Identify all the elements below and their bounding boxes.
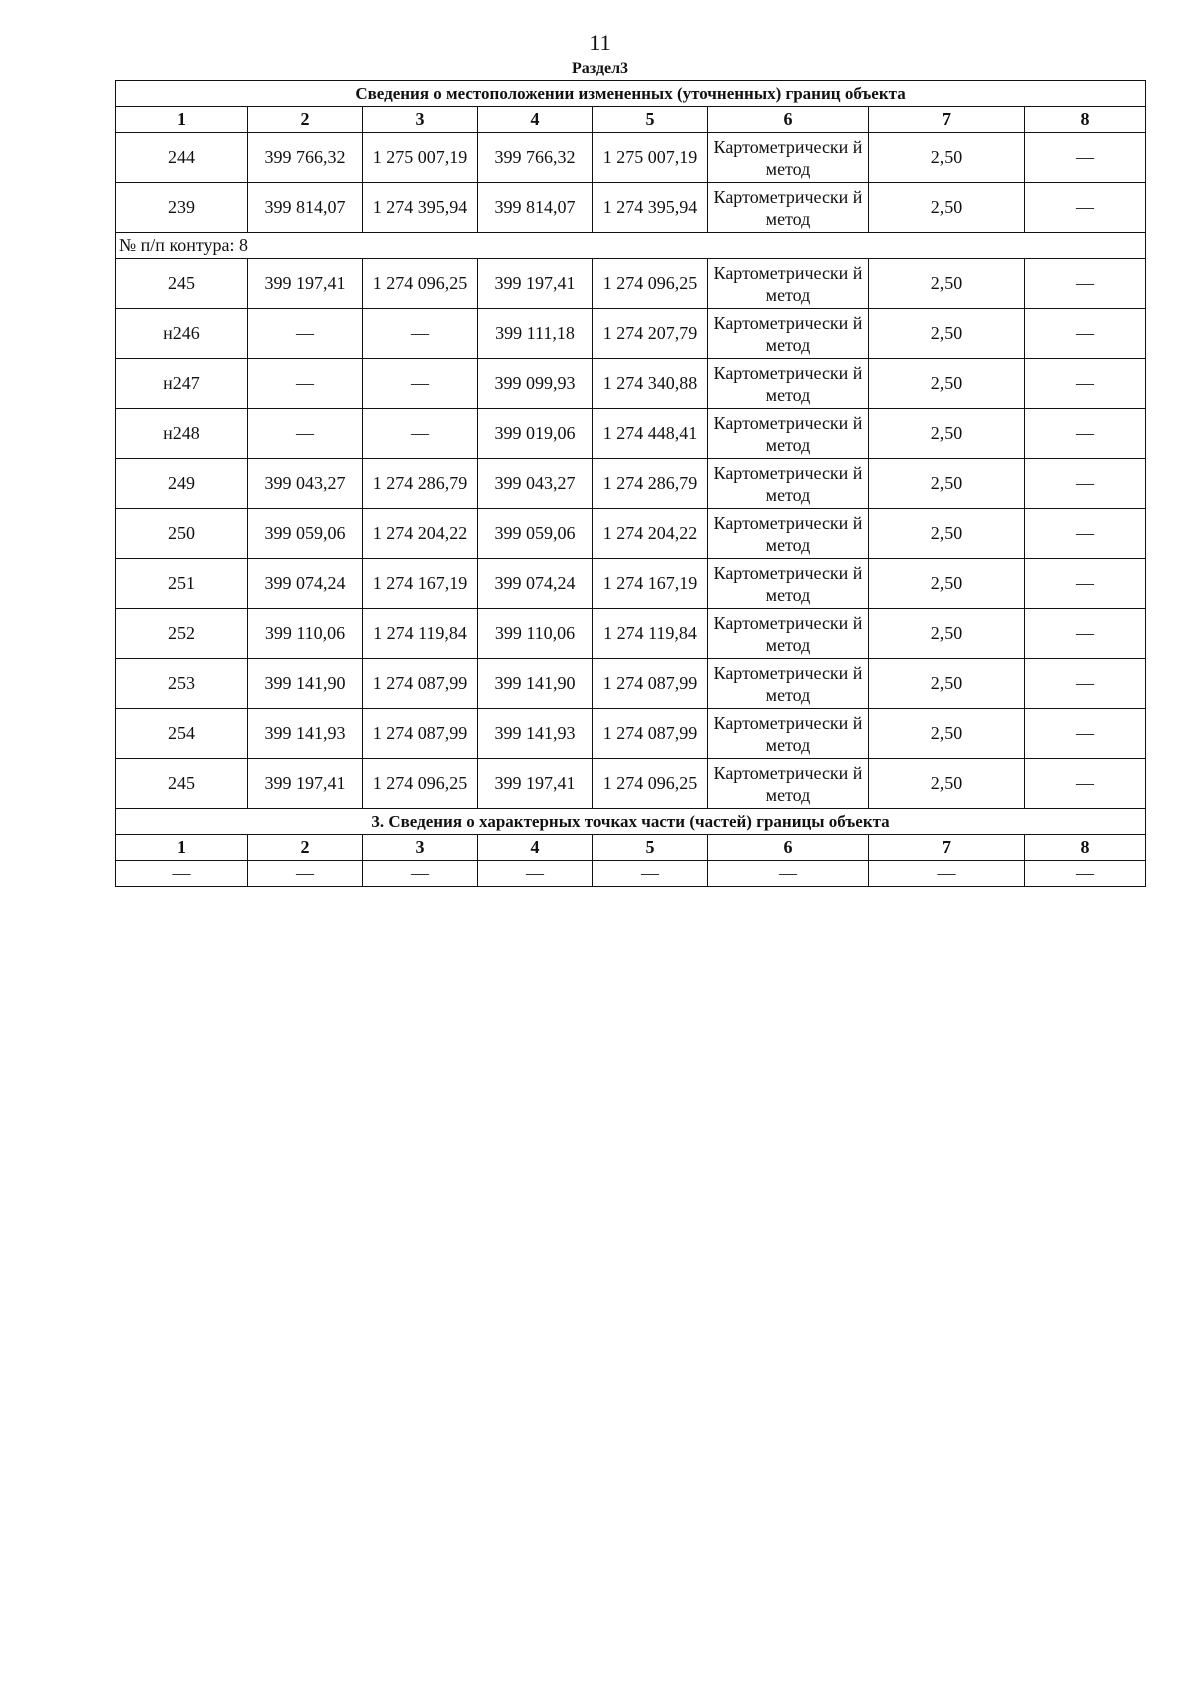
table-cell: 1 274 096,25 (593, 259, 708, 309)
table-cell: 245 (116, 759, 248, 809)
table-cell: 399 110,06 (478, 609, 593, 659)
table-row (116, 861, 1146, 887)
table-cell: — (1025, 559, 1146, 609)
table-cell: — (869, 861, 1025, 887)
page-number: 11 (589, 30, 611, 55)
table-cell: 2,50 (869, 183, 1025, 233)
table-row (116, 359, 1146, 409)
table-cell: — (363, 861, 478, 887)
column-number-row (116, 835, 1146, 861)
table-cell: 399 043,27 (478, 459, 593, 509)
table-cell: 250 (116, 509, 248, 559)
table-row (116, 559, 1146, 609)
table-cell: Картометрически й метод (708, 709, 869, 759)
table-cell: — (1025, 609, 1146, 659)
section-3-title (116, 809, 1146, 835)
table-cell: Картометрически й метод (708, 759, 869, 809)
table-cell: 399 019,06 (478, 409, 593, 459)
table-cell: 1 274 395,94 (593, 183, 708, 233)
table-row (116, 709, 1146, 759)
column-number: 6 (708, 835, 869, 861)
table-cell: 2,50 (869, 259, 1025, 309)
table-cell: 252 (116, 609, 248, 659)
table-cell: 1 274 286,79 (363, 459, 478, 509)
table-cell: — (363, 359, 478, 409)
table-row (116, 609, 1146, 659)
table-cell: 1 274 087,99 (593, 659, 708, 709)
table-cell: 254 (116, 709, 248, 759)
table-cell: Картометрически й метод (708, 509, 869, 559)
table-cell: — (1025, 759, 1146, 809)
table-row (116, 459, 1146, 509)
table-row (116, 309, 1146, 359)
table-cell: н247 (116, 359, 248, 409)
table-cell: 1 274 096,25 (363, 259, 478, 309)
table-cell: — (363, 409, 478, 459)
table-cell: Картометрически й метод (708, 183, 869, 233)
table-row (116, 133, 1146, 183)
table-cell: 399 059,06 (478, 509, 593, 559)
table-cell: 2,50 (869, 759, 1025, 809)
table-cell: 1 274 167,19 (593, 559, 708, 609)
table-cell: 399 141,93 (478, 709, 593, 759)
table-cell: 399 110,06 (248, 609, 363, 659)
table-cell: 1 274 119,84 (363, 609, 478, 659)
table-cell: 1 274 395,94 (363, 183, 478, 233)
table-cell: 1 274 448,41 (593, 409, 708, 459)
table-cell: Картометрически й метод (708, 559, 869, 609)
table-cell: 1 274 087,99 (593, 709, 708, 759)
column-number: 2 (248, 835, 363, 861)
table-cell: 399 766,32 (248, 133, 363, 183)
table-cell: н248 (116, 409, 248, 459)
table-cell: 399 814,07 (478, 183, 593, 233)
table-cell: — (1025, 409, 1146, 459)
table-cell: — (478, 861, 593, 887)
table-title (116, 81, 1146, 107)
table-cell: 1 274 096,25 (363, 759, 478, 809)
table-cell: 399 141,90 (478, 659, 593, 709)
table-cell: — (1025, 659, 1146, 709)
table-cell: Картометрически й метод (708, 459, 869, 509)
table-cell: 399 814,07 (248, 183, 363, 233)
table-cell: 2,50 (869, 309, 1025, 359)
table-cell: 1 274 207,79 (593, 309, 708, 359)
contour-label: № п/п контура: 8 (116, 233, 1146, 259)
table-cell: Картометрически й метод (708, 309, 869, 359)
table-row (116, 183, 1146, 233)
table-cell: — (248, 861, 363, 887)
table-cell: Картометрически й метод (708, 359, 869, 409)
column-number: 1 (116, 107, 248, 133)
table-cell: — (1025, 259, 1146, 309)
section-3-title-text: 3. Сведения о характерных точках части (частей) границы объекта (116, 809, 1146, 835)
column-number: 5 (593, 835, 708, 861)
table-cell: н246 (116, 309, 248, 359)
table-cell: — (1025, 359, 1146, 409)
table-cell: 2,50 (869, 459, 1025, 509)
column-number: 8 (1025, 835, 1146, 861)
table-cell: 399 059,06 (248, 509, 363, 559)
table-cell: — (708, 861, 869, 887)
table-cell: 2,50 (869, 709, 1025, 759)
table-cell: — (1025, 183, 1146, 233)
table-row (116, 259, 1146, 309)
table-body (116, 81, 1146, 887)
table-row (116, 759, 1146, 809)
column-number: 1 (116, 835, 248, 861)
table-cell: 399 197,41 (478, 759, 593, 809)
table-cell: 1 274 087,99 (363, 709, 478, 759)
table-cell: 399 074,24 (248, 559, 363, 609)
table-cell: — (1025, 709, 1146, 759)
table-row (116, 409, 1146, 459)
section-label: Раздел3 (571, 60, 629, 77)
table-cell: 1 274 096,25 (593, 759, 708, 809)
table-cell: 2,50 (869, 559, 1025, 609)
table-cell: 1 274 204,22 (593, 509, 708, 559)
table-cell: 399 043,27 (248, 459, 363, 509)
table-row (116, 509, 1146, 559)
table-cell: 399 141,93 (248, 709, 363, 759)
table-cell: 1 275 007,19 (593, 133, 708, 183)
table-cell: 249 (116, 459, 248, 509)
table-cell: 399 074,24 (478, 559, 593, 609)
column-number: 4 (478, 107, 593, 133)
table-cell: Картометрически й метод (708, 409, 869, 459)
table-cell: Картометрически й метод (708, 609, 869, 659)
table-cell: 399 197,41 (248, 259, 363, 309)
table-cell: 245 (116, 259, 248, 309)
table-cell: 399 197,41 (248, 759, 363, 809)
table-title-text: Сведения о местоположении измененных (уточненных) границ объекта (116, 81, 1146, 107)
table-cell: 1 274 340,88 (593, 359, 708, 409)
table-cell: 399 766,32 (478, 133, 593, 183)
table-cell: — (1025, 509, 1146, 559)
table-cell: 399 111,18 (478, 309, 593, 359)
table-cell: 399 197,41 (478, 259, 593, 309)
table-cell: 1 274 204,22 (363, 509, 478, 559)
boundary-table (115, 80, 1146, 887)
table-cell: 399 099,93 (478, 359, 593, 409)
table-cell: 1 275 007,19 (363, 133, 478, 183)
table-cell: 2,50 (869, 509, 1025, 559)
table-cell: — (363, 309, 478, 359)
column-number: 7 (869, 835, 1025, 861)
table-cell: — (1025, 861, 1146, 887)
table-cell: 2,50 (869, 133, 1025, 183)
table-cell: 239 (116, 183, 248, 233)
table-cell: — (248, 409, 363, 459)
table-cell: — (1025, 459, 1146, 509)
contour-row (116, 233, 1146, 259)
column-number: 5 (593, 107, 708, 133)
table-cell: 2,50 (869, 659, 1025, 709)
table-cell: — (1025, 309, 1146, 359)
column-number: 2 (248, 107, 363, 133)
table-cell: — (593, 861, 708, 887)
column-number: 6 (708, 107, 869, 133)
table-cell: — (248, 359, 363, 409)
table-cell: 1 274 286,79 (593, 459, 708, 509)
table-cell: 244 (116, 133, 248, 183)
column-number: 7 (869, 107, 1025, 133)
column-number: 3 (363, 835, 478, 861)
table-cell: 251 (116, 559, 248, 609)
table-cell: 1 274 167,19 (363, 559, 478, 609)
table-cell: 2,50 (869, 409, 1025, 459)
column-number-row (116, 107, 1146, 133)
column-number: 8 (1025, 107, 1146, 133)
column-number: 3 (363, 107, 478, 133)
table-cell: 253 (116, 659, 248, 709)
table-cell: 1 274 119,84 (593, 609, 708, 659)
table-cell: — (116, 861, 248, 887)
table-cell: Картометрически й метод (708, 133, 869, 183)
table-cell: 399 141,90 (248, 659, 363, 709)
table-cell: — (248, 309, 363, 359)
table-cell: 2,50 (869, 359, 1025, 409)
table-cell: 2,50 (869, 609, 1025, 659)
table-row (116, 659, 1146, 709)
table-cell: 1 274 087,99 (363, 659, 478, 709)
column-number: 4 (478, 835, 593, 861)
table-cell: — (1025, 133, 1146, 183)
table-cell: Картометрически й метод (708, 659, 869, 709)
table-cell: Картометрически й метод (708, 259, 869, 309)
